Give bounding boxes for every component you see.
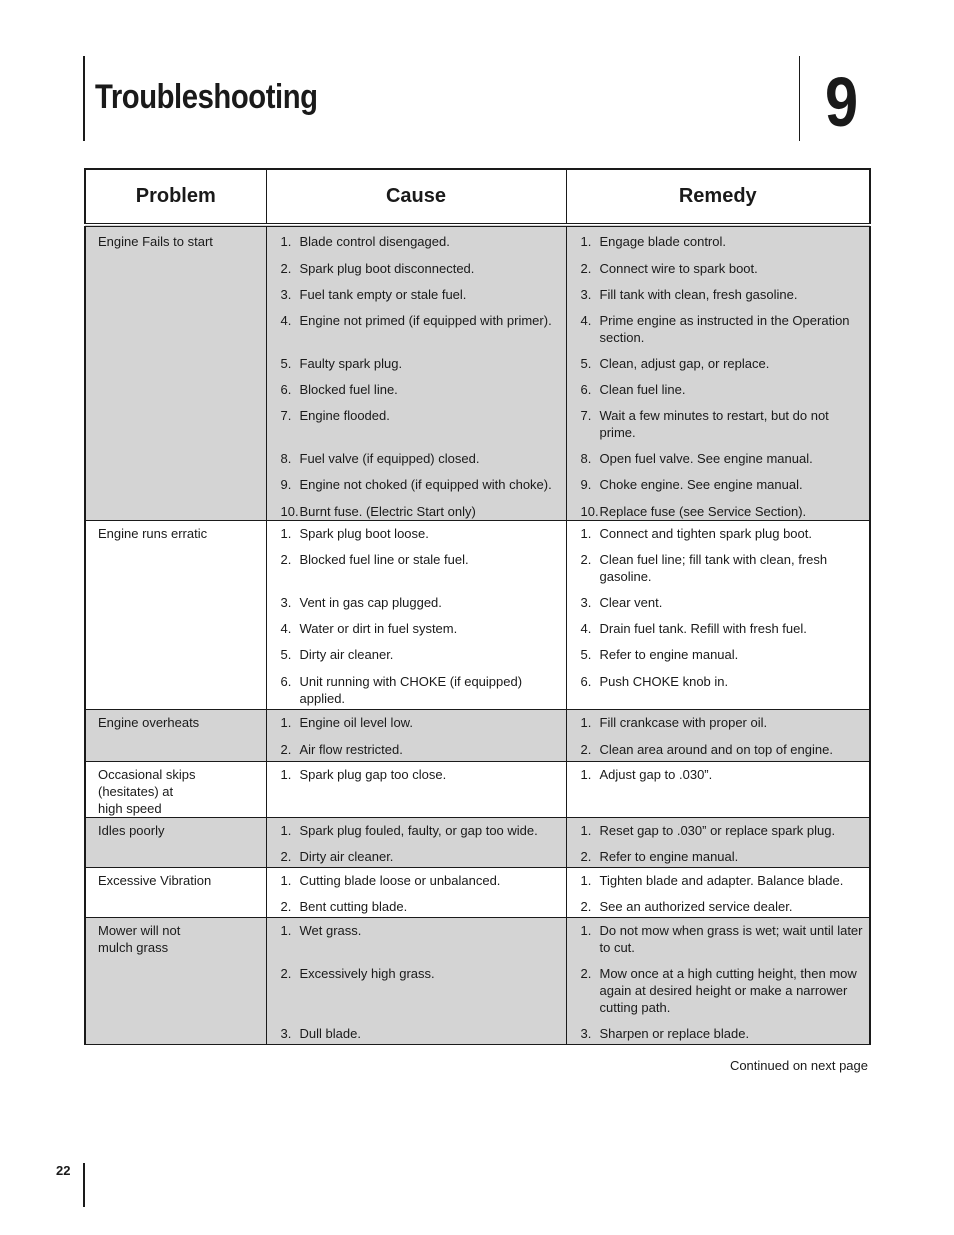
cause-list — [267, 233, 566, 520]
header-remedy: Remedy — [566, 169, 870, 225]
table-header-row — [85, 169, 870, 225]
remedy-item-text: Fill tank with clean, fresh gasoline. — [599, 287, 798, 302]
remedy-item-number: 4. — [580, 313, 592, 328]
remedy-item — [567, 260, 870, 277]
problem-text: Mower will not mulch grass — [98, 923, 181, 955]
remedy-item-number: 9. — [580, 477, 592, 492]
remedy-item — [567, 594, 870, 611]
cause-item — [267, 965, 566, 1016]
remedy-item-number: 2. — [580, 261, 592, 276]
title-rule — [83, 56, 85, 141]
cause-item — [267, 766, 566, 783]
remedy-item — [567, 766, 870, 783]
remedy-item-number: 8. — [580, 451, 592, 466]
cause-item-number: 1. — [280, 715, 292, 730]
remedy-item-number: 2. — [580, 899, 592, 914]
remedy-item-number: 1. — [580, 767, 592, 782]
remedy-item-text: Clean fuel line. — [599, 382, 686, 397]
remedy-item-number: 1. — [580, 715, 592, 730]
remedy-item-number: 1. — [580, 823, 592, 838]
remedy-item-number: 2. — [580, 849, 592, 864]
remedy-item — [567, 898, 870, 915]
cause-item-number: 5. — [280, 647, 292, 662]
cause-item-number: 4. — [280, 621, 292, 636]
remedy-item-number: 10. — [580, 504, 599, 519]
remedy-item-text: Wait a few minutes to restart, but do not prime. — [599, 408, 829, 440]
problem-cell — [85, 918, 266, 1045]
cause-item-number: 1. — [280, 923, 292, 938]
remedy-item-text: Replace fuse (see Service Section). — [599, 504, 807, 519]
remedy-item — [567, 525, 870, 542]
cause-item — [267, 822, 566, 839]
continued-note: Continued on next page — [729, 1058, 868, 1073]
header-problem: Problem — [85, 169, 266, 225]
cause-item-number: 2. — [280, 966, 292, 981]
remedy-item-text: Refer to engine manual. — [599, 647, 739, 662]
remedy-item-text: Push CHOKE knob in. — [599, 674, 729, 689]
remedy-item-text: Clean fuel line; fill tank with clean, fresh gasoline. — [599, 552, 828, 584]
remedy-item — [567, 872, 870, 889]
cause-item — [267, 646, 566, 663]
table-row — [85, 762, 870, 818]
remedy-item — [567, 476, 870, 493]
cause-item-text: Fuel valve (if equipped) closed. — [299, 451, 480, 466]
remedy-item-text: Refer to engine manual. — [599, 849, 739, 864]
cause-item-number: 7. — [280, 408, 292, 423]
cause-item-text: Burnt fuse. (Electric Start only) — [299, 504, 476, 519]
remedy-item — [567, 503, 870, 520]
remedy-item-number: 4. — [580, 621, 592, 636]
problem-text: Occasional skips (hesitates) at high speed — [98, 767, 196, 816]
remedy-item — [567, 286, 870, 303]
cause-list — [267, 525, 566, 707]
cause-item-text: Engine flooded. — [299, 408, 390, 423]
cause-item-number: 2. — [280, 742, 292, 757]
cause-item — [267, 233, 566, 250]
remedy-item-number: 7. — [580, 408, 592, 423]
cause-item — [267, 848, 566, 865]
header-cause: Cause — [266, 169, 566, 225]
remedy-item-number: 2. — [580, 742, 592, 757]
cause-item-text: Spark plug fouled, faulty, or gap too wide. — [299, 823, 538, 838]
cause-cell — [266, 868, 566, 918]
remedy-item-number: 3. — [580, 595, 592, 610]
remedy-list — [567, 872, 870, 915]
cause-cell — [266, 225, 566, 521]
remedy-item-text: Clean, adjust gap, or replace. — [599, 356, 770, 371]
remedy-item-text: Fill crankcase with proper oil. — [599, 715, 768, 730]
cause-item-number: 2. — [280, 849, 292, 864]
page-number: 22 — [56, 1163, 71, 1178]
cause-item — [267, 260, 566, 277]
troubleshooting-table — [84, 168, 871, 1045]
cause-item-number: 3. — [280, 1026, 292, 1041]
cause-cell — [266, 818, 566, 868]
problem-text: Idles poorly — [98, 823, 165, 838]
remedy-list — [567, 922, 870, 1042]
remedy-item — [567, 620, 870, 637]
remedy-item — [567, 673, 870, 707]
cause-item — [267, 594, 566, 611]
cause-item-text: Unit running with CHOKE (if equipped) applied. — [299, 674, 523, 706]
cause-item — [267, 922, 566, 956]
remedy-cell — [566, 521, 870, 710]
cause-item-text: Blocked fuel line. — [299, 382, 398, 397]
problem-text: Engine runs erratic — [98, 526, 208, 541]
cause-item-number: 1. — [280, 823, 292, 838]
remedy-item-text: Clean area around and on top of engine. — [599, 742, 833, 757]
cause-item-number: 6. — [280, 674, 292, 689]
chapter-rule — [799, 56, 800, 141]
remedy-item-text: Open fuel valve. See engine manual. — [599, 451, 813, 466]
problem-cell — [85, 762, 266, 818]
problem-text: Excessive Vibration — [98, 873, 212, 888]
remedy-item — [567, 407, 870, 441]
cause-item — [267, 286, 566, 303]
cause-item-text: Blocked fuel line or stale fuel. — [299, 552, 469, 567]
cause-list — [267, 766, 566, 783]
remedy-item-number: 1. — [580, 873, 592, 888]
remedy-item — [567, 848, 870, 865]
remedy-list — [567, 766, 870, 783]
cause-item-text: Air flow restricted. — [299, 742, 403, 757]
remedy-item-text: See an authorized service dealer. — [599, 899, 793, 914]
cause-item-number: 2. — [280, 899, 292, 914]
remedy-item-text: Do not mow when grass is wet; wait until later to cut. — [599, 923, 863, 955]
remedy-item-number: 3. — [580, 287, 592, 302]
cause-item — [267, 714, 566, 731]
remedy-item — [567, 551, 870, 585]
cause-item — [267, 1025, 566, 1042]
remedy-item — [567, 646, 870, 663]
cause-item — [267, 525, 566, 542]
page-number-rule — [83, 1163, 85, 1207]
cause-item — [267, 355, 566, 372]
remedy-item — [567, 1025, 870, 1042]
problem-cell — [85, 225, 266, 521]
cause-cell — [266, 710, 566, 762]
problem-text: Engine Fails to start — [98, 234, 213, 249]
remedy-item-text: Sharpen or replace blade. — [599, 1026, 750, 1041]
cause-item-text: Wet grass. — [299, 923, 362, 938]
remedy-item-text: Choke engine. See engine manual. — [599, 477, 803, 492]
table-row — [85, 225, 870, 521]
cause-item-number: 6. — [280, 382, 292, 397]
cause-item — [267, 898, 566, 915]
cause-item-text: Blade control disengaged. — [299, 234, 450, 249]
cause-item-number: 3. — [280, 595, 292, 610]
page-title: Troubleshooting — [95, 78, 318, 116]
remedy-item-text: Prime engine as instructed in the Operation section. — [599, 313, 850, 345]
problem-cell — [85, 521, 266, 710]
remedy-item — [567, 450, 870, 467]
remedy-item-number: 1. — [580, 234, 592, 249]
remedy-item-text: Connect and tighten spark plug boot. — [599, 526, 812, 541]
cause-item-text: Cutting blade loose or unbalanced. — [299, 873, 501, 888]
cause-item-number: 5. — [280, 356, 292, 371]
remedy-cell — [566, 918, 870, 1045]
problem-text: Engine overheats — [98, 715, 200, 730]
remedy-item — [567, 922, 870, 956]
table-row — [85, 918, 870, 1045]
remedy-item-text: Drain fuel tank. Refill with fresh fuel. — [599, 621, 807, 636]
remedy-list — [567, 714, 870, 758]
remedy-cell — [566, 818, 870, 868]
remedy-item — [567, 312, 870, 346]
cause-item-text: Spark plug gap too close. — [299, 767, 447, 782]
remedy-item-number: 1. — [580, 923, 592, 938]
cause-item-number: 8. — [280, 451, 292, 466]
remedy-item-number: 2. — [580, 552, 592, 567]
remedy-item-number: 1. — [580, 526, 592, 541]
cause-item-number: 1. — [280, 873, 292, 888]
cause-item-number: 2. — [280, 552, 292, 567]
cause-item-text: Bent cutting blade. — [299, 899, 408, 914]
chapter-number: 9 — [825, 63, 859, 141]
problem-cell — [85, 818, 266, 868]
remedy-cell — [566, 868, 870, 918]
remedy-item-number: 2. — [580, 966, 592, 981]
remedy-cell — [566, 710, 870, 762]
remedy-item-text: Engage blade control. — [599, 234, 726, 249]
cause-item — [267, 620, 566, 637]
cause-item — [267, 407, 566, 441]
cause-item-text: Dirty air cleaner. — [299, 647, 394, 662]
cause-item — [267, 450, 566, 467]
cause-item-text: Dull blade. — [299, 1026, 361, 1041]
remedy-item-text: Tighten blade and adapter. Balance blade. — [599, 873, 844, 888]
cause-item-number: 1. — [280, 526, 292, 541]
remedy-item-number: 5. — [580, 356, 592, 371]
cause-cell — [266, 762, 566, 818]
cause-cell — [266, 918, 566, 1045]
cause-item — [267, 476, 566, 493]
cause-item — [267, 381, 566, 398]
remedy-cell — [566, 762, 870, 818]
table-row — [85, 868, 870, 918]
remedy-item — [567, 381, 870, 398]
cause-item-number: 1. — [280, 234, 292, 249]
cause-item-text: Engine oil level low. — [299, 715, 413, 730]
remedy-item — [567, 233, 870, 250]
cause-item-text: Spark plug boot disconnected. — [299, 261, 475, 276]
cause-item — [267, 741, 566, 758]
cause-item — [267, 503, 566, 520]
cause-item-number: 1. — [280, 767, 292, 782]
remedy-item-number: 5. — [580, 647, 592, 662]
cause-item-number: 2. — [280, 261, 292, 276]
cause-item — [267, 872, 566, 889]
cause-item-text: Spark plug boot loose. — [299, 526, 429, 541]
remedy-item — [567, 714, 870, 731]
cause-item-text: Fuel tank empty or stale fuel. — [299, 287, 467, 302]
problem-cell — [85, 868, 266, 918]
table-row — [85, 521, 870, 710]
cause-item-text: Water or dirt in fuel system. — [299, 621, 458, 636]
cause-item-text: Vent in gas cap plugged. — [299, 595, 442, 610]
cause-list — [267, 714, 566, 758]
remedy-item-number: 6. — [580, 382, 592, 397]
cause-item — [267, 312, 566, 346]
cause-item-text: Excessively high grass. — [299, 966, 435, 981]
remedy-list — [567, 525, 870, 707]
cause-item-text: Faulty spark plug. — [299, 356, 403, 371]
remedy-item-text: Connect wire to spark boot. — [599, 261, 758, 276]
table-row — [85, 818, 870, 868]
remedy-item — [567, 965, 870, 1016]
cause-item-text: Engine not primed (if equipped with primer). — [299, 313, 552, 328]
remedy-item-text: Adjust gap to .030”. — [599, 767, 713, 782]
cause-list — [267, 822, 566, 865]
table-row — [85, 710, 870, 762]
remedy-item — [567, 822, 870, 839]
cause-item — [267, 551, 566, 585]
remedy-list — [567, 233, 870, 520]
remedy-item-number: 6. — [580, 674, 592, 689]
remedy-item-text: Clear vent. — [599, 595, 663, 610]
cause-list — [267, 922, 566, 1042]
remedy-item-text: Reset gap to .030” or replace spark plug. — [599, 823, 836, 838]
cause-item-number: 10. — [280, 504, 299, 519]
remedy-item — [567, 355, 870, 372]
cause-item-text: Dirty air cleaner. — [299, 849, 394, 864]
remedy-item — [567, 741, 870, 758]
remedy-list — [567, 822, 870, 865]
remedy-item-number: 3. — [580, 1026, 592, 1041]
remedy-cell — [566, 225, 870, 521]
cause-list — [267, 872, 566, 915]
problem-cell — [85, 710, 266, 762]
cause-item-text: Engine not choked (if equipped with choke). — [299, 477, 552, 492]
cause-item-number: 3. — [280, 287, 292, 302]
remedy-item-text: Mow once at a high cutting height, then mow again at desired height or make a narrower cutting path. — [599, 966, 857, 1015]
cause-item — [267, 673, 566, 707]
cause-item-number: 9. — [280, 477, 292, 492]
cause-cell — [266, 521, 566, 710]
cause-item-number: 4. — [280, 313, 292, 328]
